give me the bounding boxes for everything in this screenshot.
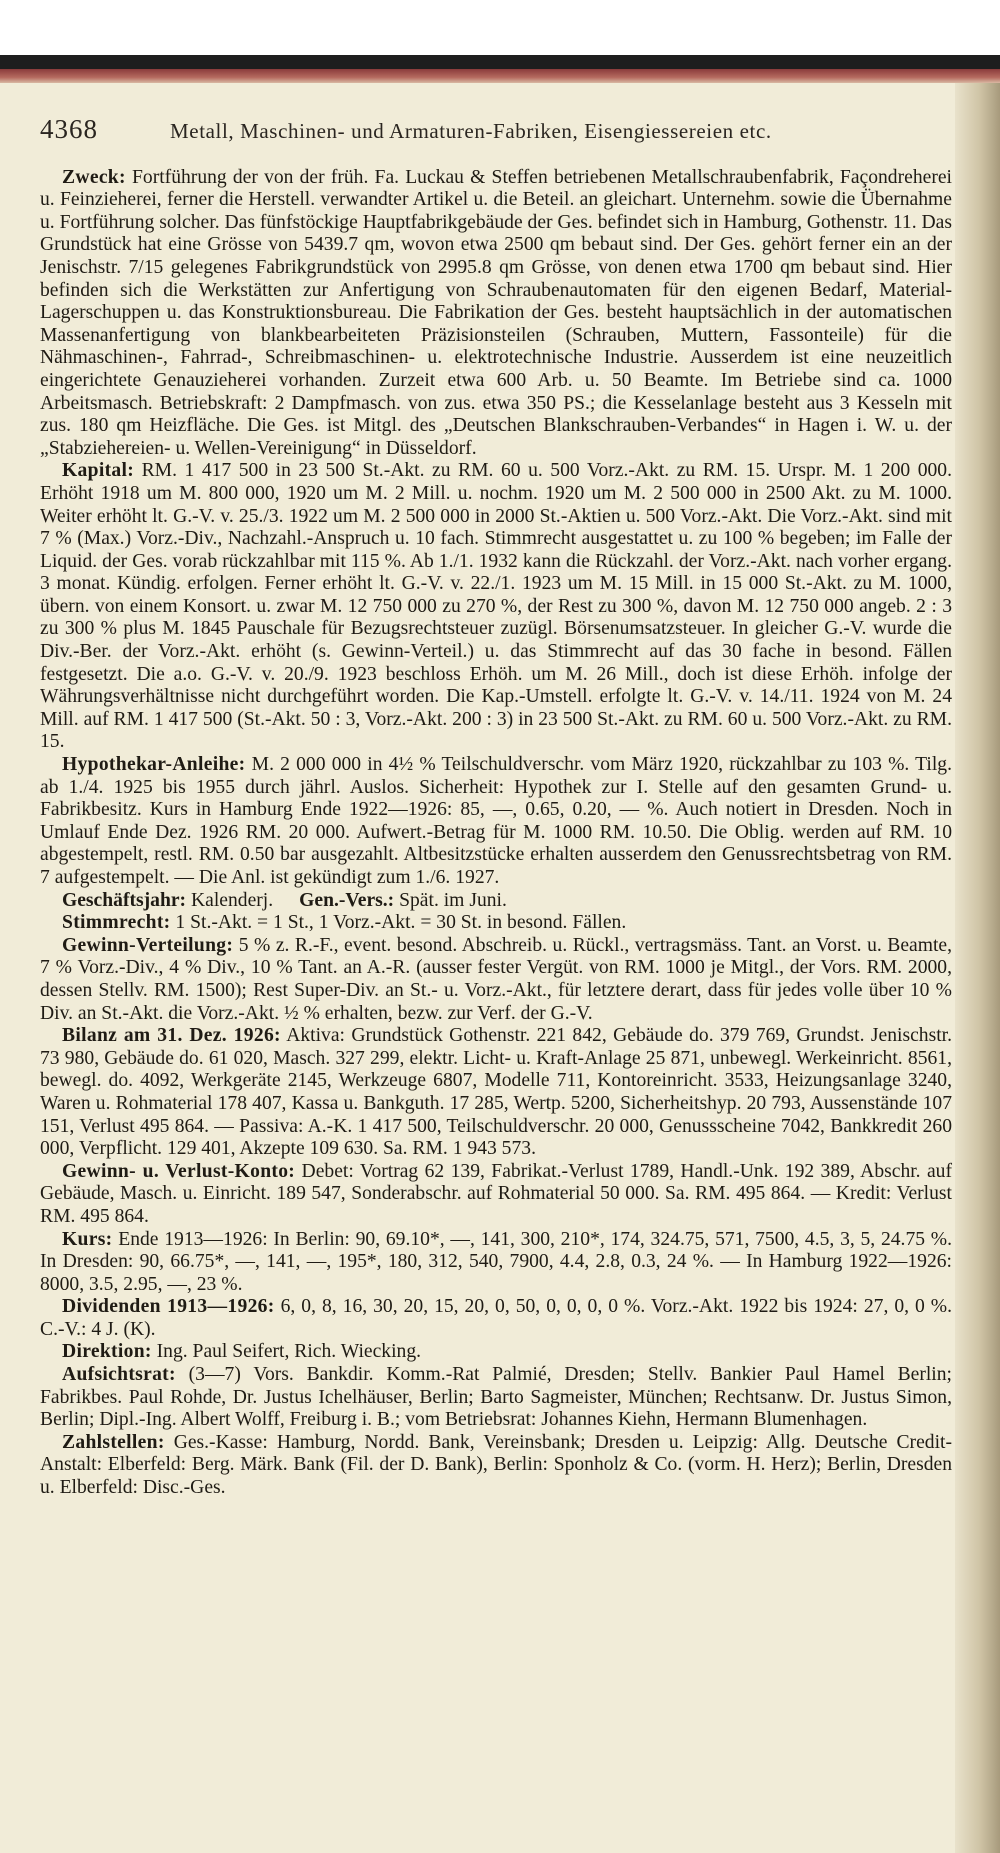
- section-text: Ges.-Kasse: Hamburg, Nordd. Bank, Vereinsbank; Dresden u. Leipzig: Allg. Deutsche Credit-Anstalt: Elberfeld: Berg. Märk. Bank (Fil. der D. Bank), Berlin: Sponholz & Co. (vorm. H. Herz); Berlin, Dresden u. Elberfeld: Disc.-Ges.: [40, 1431, 952, 1499]
- section-aufsichtsrat: [40, 1364, 952, 1432]
- section-text: Ende 1913—1926: In Berlin: 90, 69.10*, —, 141, 300, 210*, 174, 324.75, 571, 7500, 4.5, 3, 5, 24.75 %. In Dresden: 90, 66.75*, —, 141, —, 195*, 180, 312, 540, 7900, 4.4, 2.8, 0.3, 24 %. — In Hamburg 1922—1926: 8000, 3.5, 2.95, —, 23 %.: [40, 1228, 952, 1295]
- running-title: Metall, Maschinen- und Armaturen-Fabriken, Eisengiessereien etc.: [170, 119, 772, 143]
- section-lead: Dividenden 1913—1926:: [62, 1296, 275, 1318]
- section-lead: Direktion:: [62, 1341, 152, 1363]
- section-lead-gen-vers: Gen.-Vers.:: [299, 889, 395, 911]
- page-header: [40, 114, 952, 144]
- section-text: M. 2 000 000 in 4½ % Teilschuldverschr. vom März 1920, rückzahlbar zu 103 %. Tilg. ab 1./4. 1925 bis 1955 durch jährl. Auslos. Sicherheit: Hypothek zur I. Stelle auf den gesamten Grund- u. Fabrikbesitz. Kurs in Hamburg Ende 1922—1926: 85, —, 0.65, 0.20, — %. Auch notiert in Dresden. Noch in Umlauf Ende Dez. 1926 RM. 20 000. Aufwert.-Betrag für M. 1000 RM. 10.50. Die Oblig. werden auf RM. 10 abgestempelt, restl. RM. 0.50 bar ausgezahlt. Altbesitzstücke erhalten ausserdem den Genussrechtsbetrag von RM. 7 aufgestempelt. — Die Anl. ist gekündigt zum 1./6. 1927.: [40, 754, 952, 888]
- section-bilanz: [40, 1025, 952, 1161]
- document-page: [40, 114, 953, 1500]
- section-text: Fortführung der von der früh. Fa. Luckau & Steffen betriebenen Metallschraubenfabrik, Façondreherei u. Feinzieherei, ferner die Herstell. verwandter Artikel u. die Beteil. an gleichart. Unternehm. sowie die Übernahme u. Fortführung solcher. Das fünfstöckige Hauptfabrikgebäude der Ges. befindet sich in Hamburg, Gothenstr. 11. Das Grundstück hat eine Grösse von 5439.7 qm, wovon etwa 2500 qm bebaut sind. Der Ges. gehört ferner ein an der Jenischstr. 7/15 gelegenes Fabrikgrundstück von 2995.8 qm Grösse, von denen etwa 1700 qm bebaut sind. Hier befinden sich die Werkstätten zur Anfertigung von Schraubenautomaten für den eigenen Bedarf, Material-Lagerschuppen u. das Konstruktionsbureau. Die Fabrikation der Ges. besteht hauptsächlich in der automatischen Massenanfertigung von blankbearbeiteten Präzisionsteilen (Schrauben, Muttern, Fassonteile) für die Nähmaschinen-, Fahrrad-, Schreibmaschinen- u. elektrotechnische Industrie. Ausserdem ist eine neuzeitlich eingerichtete Genauzieherei vorhanden. Zurzeit etwa 600 Arb. u. 50 Beamte. Im Betriebe sind ca. 1000 Arbeitsmasch. Betriebskraft: 2 Dampfmasch. von zus. etwa 350 PS.; die Kesselanlage besteht aus 3 Kesseln mit zus. 180 qm Heizfläche. Die Ges. ist Mitgl. des „Deutschen Blankschrauben-Verbandes“ in Hagen i. W. u. der „Stabziehereien- u. Wellen-Vereinigung“ in Düsseldorf.: [40, 166, 952, 459]
- page-number: 4368: [40, 114, 98, 144]
- section-geschaeftsjahr: [40, 890, 952, 913]
- section-text: Debet: Vortrag 62 139, Fabrikat.-Verlust 1789, Handl.-Unk. 192 389, Abschr. auf Gebäude, Masch. u. Einricht. 189 547, Sonderabschr. auf Rohmaterial 50 000. Sa. RM. 495 864. — Kredit: Verlust RM. 495 864.: [40, 1160, 952, 1227]
- scan-dark-border: [0, 55, 1000, 69]
- section-text: Ing. Paul Seifert, Rich. Wiecking.: [156, 1341, 422, 1363]
- scan-top-margin: [0, 0, 1000, 55]
- section-text-gen-vers: Spät. im Juni.: [399, 889, 507, 911]
- section-gewinn-verteilung: [40, 935, 952, 1025]
- section-text: RM. 1 417 500 in 23 500 St.-Akt. zu RM. 60 u. 500 Vorz.-Akt. zu RM. 15. Urspr. M. 1 200 000. Erhöht 1918 um M. 800 000, 1920 um M. 2 Mill. u. nochm. 1920 um M. 2 500 000 in 2500 Akt. zu M. 1000. Weiter erhöht lt. G.-V. v. 25./3. 1922 um M. 2 500 000 in 2000 St.-Aktien u. 500 Vorz.-Akt. Die Vorz.-Akt. sind mit 7 % (Max.) Vorz.-Div., Nachzahl.-Anspruch u. 10 fach. Stimmrecht ausgestattet u. zu 100 % begeben; im Falle der Liquid. der Ges. vorab rückzahlbar mit 115 %. Ab 1./1. 1932 kann die Rückzahl. der Vorz.-Akt. nach vorher ergang. 3 monat. Kündig. erfolgen. Ferner erhöht lt. G.-V. v. 22./1. 1923 um M. 15 Mill. in 15 000 St.-Akt. zu M. 1000, übern. von einem Konsort. u. zwar M. 12 750 000 zu 270 %, der Rest zu 300 %, davon M. 12 750 000 angeb. 2 : 3 zu 300 % plus M. 1845 Pauschale für Bezugsrechtsteuer zuzügl. Börsenumsatzsteuer. In gleicher G.-V. wurde die Div.-Ber. der Vorz.-Akt. erhöht (s. Gewinn-Verteil.) u. das Stimmrecht auf das 30 fache in besond. Fällen festgesetzt. Die a.o. G.-V. v. 20./9. 1923 beschloss Erhöh. um M. 26 Mill., doch ist diese Erhöh. infolge der Währungsverhältnisse nicht durchgeführt worden. Die Kap.-Umstell. erfolgte lt. G.-V. v. 14./11. 1924 von M. 24 Mill. auf RM. 1 417 500 (St.-Akt. 50 : 3, Vorz.-Akt. 200 : 3) in 23 500 St.-Akt. zu RM. 60 u. 500 Vorz.-Akt. zu RM. 15.: [40, 460, 952, 753]
- section-lead: Zweck:: [62, 166, 126, 188]
- section-lead: Aufsichtsrat:: [62, 1364, 176, 1386]
- section-direktion: [40, 1341, 952, 1364]
- section-lead: Geschäftsjahr:: [62, 889, 187, 911]
- section-zweck: [40, 167, 952, 461]
- section-stimmrecht: [40, 912, 952, 935]
- section-kapital: [40, 460, 952, 754]
- section-lead: Kapital:: [62, 460, 135, 482]
- section-zahlstellen: [40, 1432, 952, 1500]
- section-text: 5 % z. R.-F., event. besond. Abschreib. u. Rückl., vertragsmäss. Tant. an Vorst. u. Beamte, 7 % Vorz.-Div., 4 % Div., 10 % Tant. an A.-R. (ausser fester Vergüt. von RM. 1000 je Mitgl., der Vors. RM. 2000, dessen Stellv. RM. 1500); Rest Super-Div. an St.- u. Vorz.-Akt., für letztere derart, dass für jedes volle über 10 % Div. an St.-Akt. die Vorz.-Akt. ½ % erhalten, bezw. zur Verf. der G.-V.: [40, 934, 952, 1024]
- section-lead: Bilanz am 31. Dez. 1926:: [62, 1025, 281, 1047]
- section-dividenden: [40, 1296, 952, 1341]
- section-text: 6, 0, 8, 16, 30, 20, 15, 20, 0, 50, 0, 0, 0, 0 %. Vorz.-Akt. 1922 bis 1924: 27, 0, 0 %. C.-V.: 4 J. (K).: [40, 1296, 953, 1340]
- section-lead: Gewinn- u. Verlust-Konto:: [62, 1160, 296, 1182]
- section-text: (3—7) Vors. Bankdir. Komm.-Rat Palmié, Dresden; Stellv. Bankier Paul Hamel Berlin; Fabrikbes. Paul Rohde, Dr. Justus Ichelhäuser, Berlin; Barto Sagmeister, München; Rechtsanw. Dr. Justus Simon, Berlin; Dipl.-Ing. Albert Wolff, Freiburg i. B.; vom Betriebsrat: Johannes Kiehn, Hermann Blumenhagen.: [40, 1364, 952, 1431]
- section-lead: Zahlstellen:: [62, 1431, 165, 1453]
- page-gutter-shadow: [955, 83, 1000, 1853]
- section-gewinn-verlust-konto: [40, 1161, 952, 1229]
- section-lead: Kurs:: [62, 1228, 113, 1250]
- section-text: 1 St.-Akt. = 1 St., 1 Vorz.-Akt. = 30 St. in besond. Fällen.: [175, 912, 627, 934]
- book-edge-strip: [0, 69, 1000, 83]
- section-lead: Gewinn-Verteilung:: [62, 934, 234, 956]
- section-text: Aktiva: Grundstück Gothenstr. 221 842, Gebäude do. 379 769, Grundst. Jenischstr. 73 980, Gebäude do. 61 020, Masch. 327 299, elektr. Licht- u. Kraft-Anlage 25 871, unbewegl. Werkeinricht. 8561, bewegl. do. 4092, Werkgeräte 2145, Werkzeuge 6807, Modelle 711, Kontoreinricht. 3533, Heizungsanlage 3240, Waren u. Rohmaterial 178 407, Kassa u. Bankguth. 17 285, Wertp. 5200, Sicherheitshyp. 20 793, Aussenstände 107 151, Verlust 495 864. — Passiva: A.-K. 1 417 500, Teilschuldverschr. 20 000, Genussscheine 7042, Bankkredit 260 000, Verpflicht. 129 401, Akzepte 109 630. Sa. RM. 1 943 573.: [40, 1025, 952, 1160]
- section-lead: Stimmrecht:: [62, 912, 171, 934]
- section-text: Kalenderj.: [190, 889, 274, 911]
- section-hypothekar-anleihe: [40, 754, 952, 890]
- section-lead: Hypothekar-Anleihe:: [62, 754, 246, 776]
- section-kurs: [40, 1229, 952, 1297]
